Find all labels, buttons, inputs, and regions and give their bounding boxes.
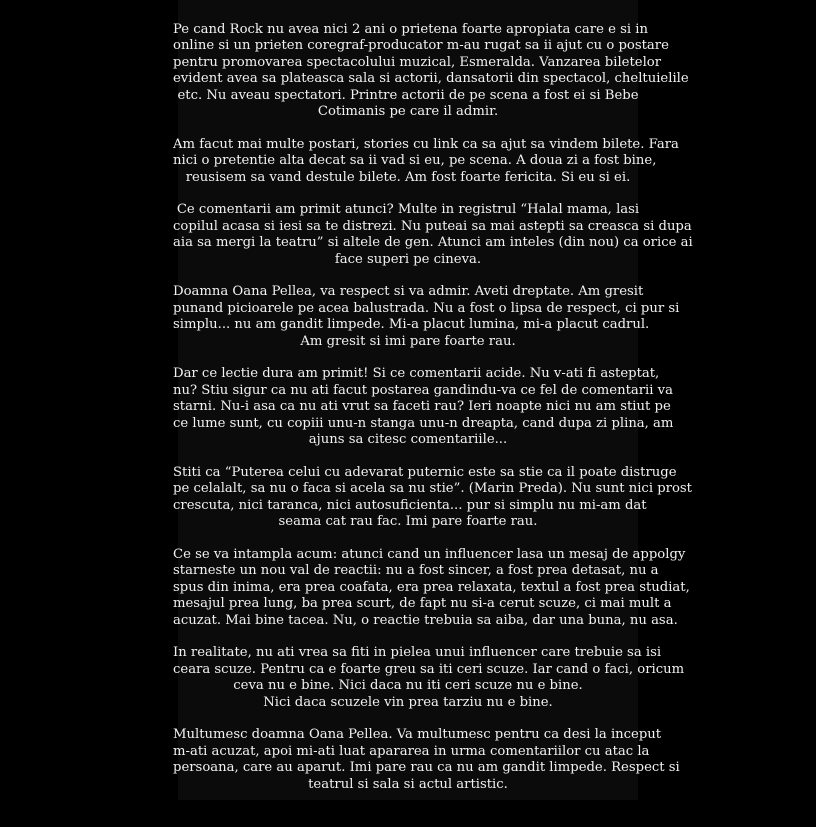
story-line: evident avea sa plateasca sala si actorii, dansatorii din spectacol, cheltuielile: [173, 71, 689, 87]
story-line: crescuta, nici taranca, nici autosuficienta... pur si simplu nu mi-am dat: [173, 497, 647, 513]
story-line: nu? Stiu sigur ca nu ati facut postarea gandindu-va ce fel de comentarii va: [173, 382, 673, 398]
story-line: m-ati acuzat, apoi mi-ati luat apararea in urma comentariilor cu atac la: [173, 743, 650, 759]
story-line: Nici daca scuzele vin prea tarziu nu e bine.: [263, 694, 553, 710]
story-paragraph: [173, 546, 690, 629]
story-line: mesajul prea lung, ba prea scurt, de fapt nu si-a cerut scuze, ci mai mult a: [173, 596, 672, 612]
story-line: reusisem sa vand destule bilete. Am fost foarte fericita. Si eu si ei.: [185, 169, 631, 185]
story-line: Ce comentarii am primit atunci? Multe in registrul “Halal mama, lasi: [176, 202, 640, 218]
story-line: In realitate, nu ati vrea sa fiti in pielea unui influencer care trebuie sa isi: [173, 645, 662, 661]
story-line: ceara scuze. Pentru ca e foarte greu sa iti ceri scuze. Iar cand o faci, oricum: [173, 661, 685, 677]
story-panel: [173, 0, 693, 800]
story-line: Am facut mai multe postari, stories cu link ca sa ajut sa vindem bilete. Fara: [173, 136, 679, 152]
story-line: seama cat rau fac. Imi pare foarte rau.: [278, 514, 538, 530]
story-paragraph: [173, 136, 679, 186]
story-line: punand picioarele pe acea balustrada. Nu a fost o lipsa de respect, ci pur si: [173, 300, 680, 316]
story-line: Dar ce lectie dura am primit! Si ce comentarii acide. Nu v-ati fi asteptat,: [173, 366, 660, 382]
story-line: starneste un nou val de reactii: nu a fost sincer, a fost prea detasat, nu a: [173, 563, 659, 579]
story-line: Ce se va intampla acum: atunci cand un influencer lasa un mesaj de appolgy: [173, 546, 686, 562]
story-line: starni. Nu-i asa ca nu ati vrut sa faceti rau? Ieri noapte nici nu am stiut pe: [173, 399, 671, 415]
story-line: etc. Nu aveau spectatori. Printre actorii de pe scena a fost ei si Bebe: [177, 87, 639, 103]
story-line: pentru promovarea spectacolului muzical, Esmeralda. Vanzarea biletelor: [173, 54, 662, 70]
story-line: copilul acasa si iesi sa te distrezi. Nu puteai sa mai astepti sa creasca si dupa: [173, 218, 692, 234]
story-paragraph: [173, 284, 680, 350]
story-line: Pe cand Rock nu avea nici 2 ani o prietena foarte apropiata care e si in: [173, 22, 648, 37]
story-line: simplu... nu am gandit limpede. Mi-a placut lumina, mi-a placut cadrul.: [173, 317, 650, 333]
story-line: Am gresit si imi pare foarte rau.: [300, 333, 516, 349]
story-paragraph: [173, 464, 692, 531]
story-paragraph: [173, 202, 693, 268]
story-line: Cotimanis pe care il admir.: [317, 104, 499, 120]
story-line: pe celalalt, sa nu o faca si acela sa nu stie”. (Marin Preda). Nu sunt nici prost: [173, 481, 692, 497]
story-line: face superi pe cineva.: [334, 251, 482, 267]
story-line: acuzat. Mai bine tacea. Nu, o reactie trebuia sa aiba, dar una buna, nu asa.: [173, 612, 678, 628]
story-line: persoana, care au aparut. Imi pare rau ca nu am gandit limpede. Respect si: [173, 760, 680, 776]
story-text: [173, 22, 693, 793]
story-line: ce lume sunt, cu copiii unu-n stanga unu-n dreapta, cand dupa zi plina, am: [173, 415, 674, 431]
story-line: Stiti ca “Puterea celui cu adevarat puternic este sa stie ca il poate distruge: [173, 464, 677, 480]
story-paragraph: [173, 645, 685, 711]
story-paragraph: [173, 727, 680, 793]
story-line: online si un prieten coregraf-producator m-au rugat sa ii ajut cu o postare: [173, 38, 669, 54]
story-line: ajuns sa citesc comentariile...: [308, 432, 508, 448]
story-line: ceva nu e bine. Nici daca nu iti ceri scuze nu e bine.: [233, 678, 583, 694]
story-line: nici o pretentie alta decat sa ii vad si eu, pe scena. A doua zi a fost bine,: [173, 153, 657, 169]
story-line: Multumesc doamna Oana Pellea. Va multumesc pentru ca desi la inceput: [173, 727, 662, 743]
story-line: teatrul si sala si actul artistic.: [308, 776, 508, 792]
story-paragraph: [173, 366, 674, 448]
story-line: aia sa mergi la teatru” si altele de gen. Atunci am inteles (din nou) ca orice ai: [173, 235, 693, 251]
story-paragraph: [173, 22, 689, 120]
story-line: Doamna Oana Pellea, va respect si va admir. Aveti dreptate. Am gresit: [173, 284, 644, 300]
story-line: spus din inima, era prea coafata, era prea relaxata, textul a fost prea studiat,: [173, 579, 690, 595]
